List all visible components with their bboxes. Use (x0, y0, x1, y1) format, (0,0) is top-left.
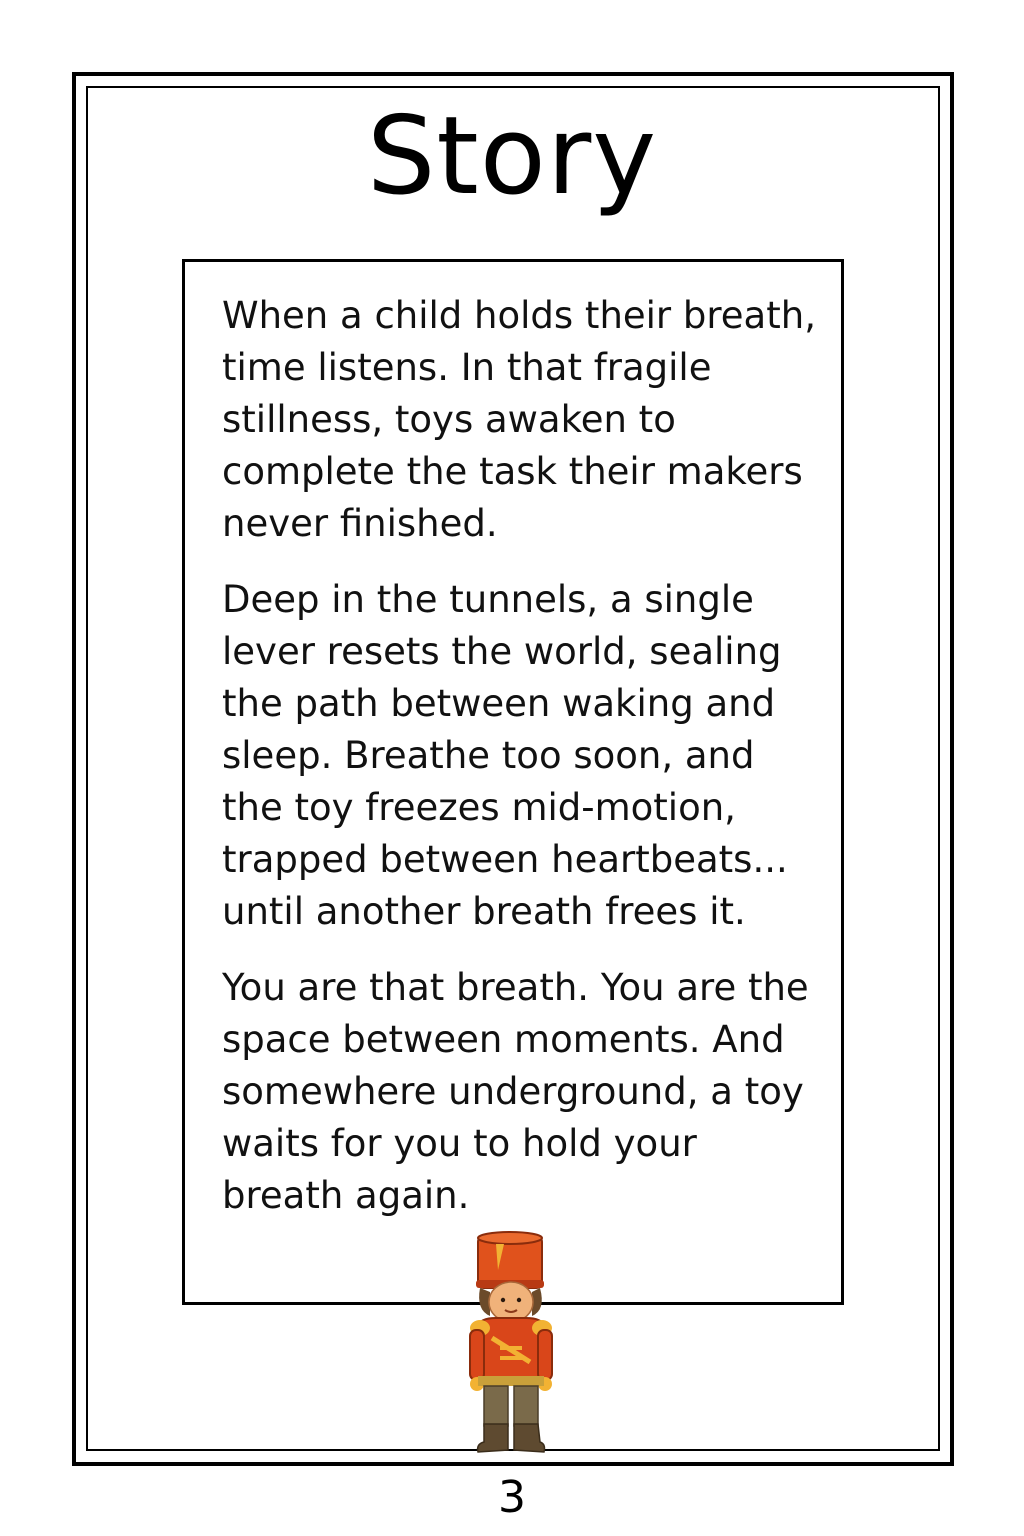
story-body (222, 290, 822, 1246)
page-title: Story (366, 94, 658, 219)
story-paragraph-1: When a child holds their breath, time listens. In that fragile stillness, toys awaken to complete the task their makers never finished. (222, 294, 816, 545)
story-paragraph-2: Deep in the tunnels, a single lever resets the world, sealing the path between waking and sleep. Breathe too soon, and the toy freezes mid-motion, trapped between heartbeats... until another breath frees it. (222, 578, 788, 933)
page-number: 3 (498, 1472, 526, 1523)
toy-soldier-icon (456, 1230, 566, 1460)
story-paragraph-3: You are that breath. You are the space between moments. And somewhere underground, a toy waits for you to hold your breath again. (222, 966, 809, 1217)
